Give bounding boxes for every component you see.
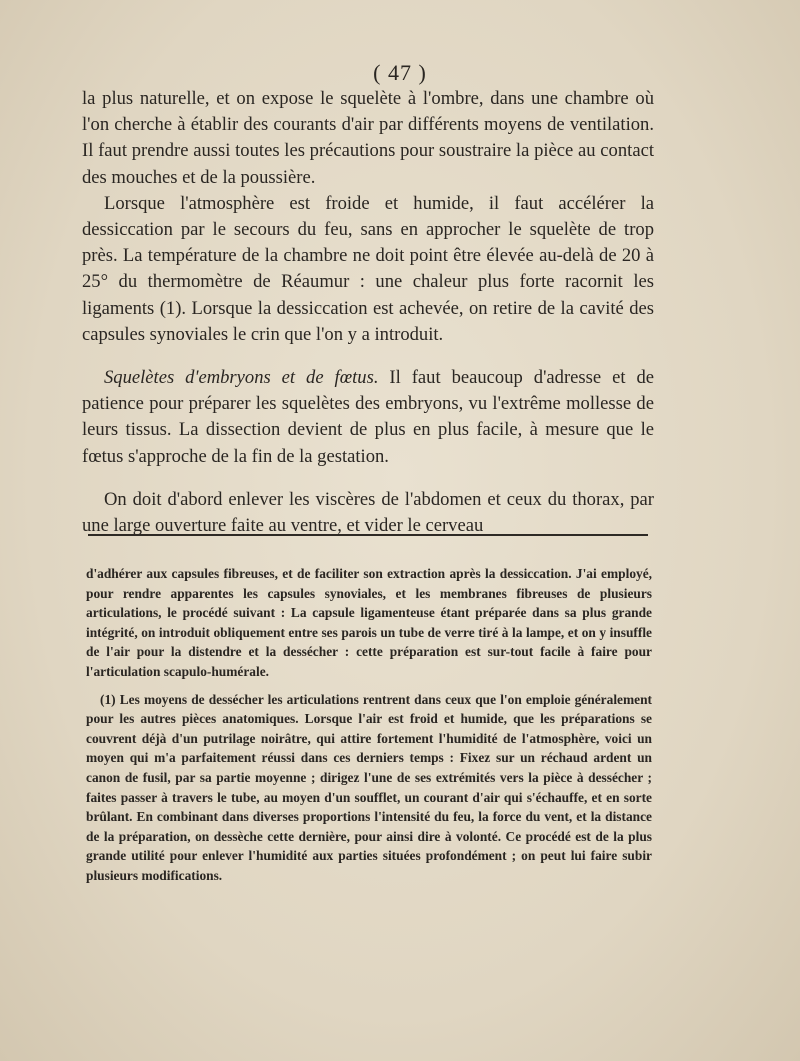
paragraph-1: la plus naturelle, et on expose le squelète à l'ombre, dans une chambre où l'on cherche à établir des courants d'air par différents moyens de ventilation. Il faut prendre aussi toutes les précautions pour soustraire la pièce au contact des mouches et de la poussière. <box>82 88 654 188</box>
footnote-continued: d'adhérer aux capsules fibreuses, et de faciliter son extraction après la dessiccation. J'ai employé, pour rendre apparentes les capsules synoviales, et les membranes fibreuses de plusieurs articulations, le procédé suivant : La capsule ligamenteuse étant préparée dans sa plus grande intégrité, on introduit obliquement entre ses parois un tube de verre tiré à la lampe, et on y insuffle de l'air pour la distendre et la dessécher : cette préparation est sur-tout facile à faire pour l'articulation scapulo-humérale. <box>86 566 652 679</box>
page-number: ( 47 ) <box>373 60 427 85</box>
section-heading-embryos: Squelètes d'embryons et de fœtus. <box>104 367 379 389</box>
paragraph-3-text: Il faut beaucoup d'adresse et de patience pour préparer les squelètes des embryons, vu l'extrême mollesse de leurs tissus. La dissection devient de plus en plus facile, à mesure que le fœtus s'approche de la fin de la gestation. <box>82 367 655 467</box>
footnote-divider <box>88 534 648 536</box>
paragraph-4: On doit d'abord enlever les viscères de l'abdomen et ceux du thorax, par une large ouverture faite au ventre, et vider le cerveau <box>82 488 654 537</box>
footnotes <box>86 564 652 886</box>
footnote-1: (1) Les moyens de dessécher les articulations rentrent dans ceux que l'on emploie généralement pour les autres pièces anatomiques. Lorsque l'air est froid et humide, que les préparations se couvrent déjà d'un putrilage noirâtre, qui attire fortement l'humidité de l'atmosphère, voici un moyen qui m'a parfaitement réussi dans ces derniers temps : Fixez sur un réchaud ardent un canon de fusil, par sa partie moyenne ; dirigez l'une de ses extrémités vers la pièce à dessécher ; faites passer à travers le tube, au moyen d'un soufflet, un courant d'air qui s'échauffe, et en sorte brûlant. En combinant dans diverses proportions l'intensité du feu, la force du vent, et la distance de la préparation, on dessèche cette dernière, pour ainsi dire à volonté. Ce procédé est de la plus grande utilité pour enlever l'humidité aux parties situées profondément ; on peut lui faire subir plusieurs modifications. <box>86 691 652 883</box>
paragraph-2: Lorsque l'atmosphère est froide et humide, il faut accélérer la dessiccation par le secours du feu, sans en approcher le squelète de trop près. La température de la chambre ne doit point être élevée au-delà de 20 à 25° du thermomètre de Réaumur : une chaleur plus forte racornit les ligaments (1). Lorsque la dessiccation est achevée, on retire de la cavité des capsules synoviales le crin que l'on y a introduit. <box>82 192 654 345</box>
main-text <box>82 86 654 539</box>
paragraph-3 <box>82 365 654 470</box>
